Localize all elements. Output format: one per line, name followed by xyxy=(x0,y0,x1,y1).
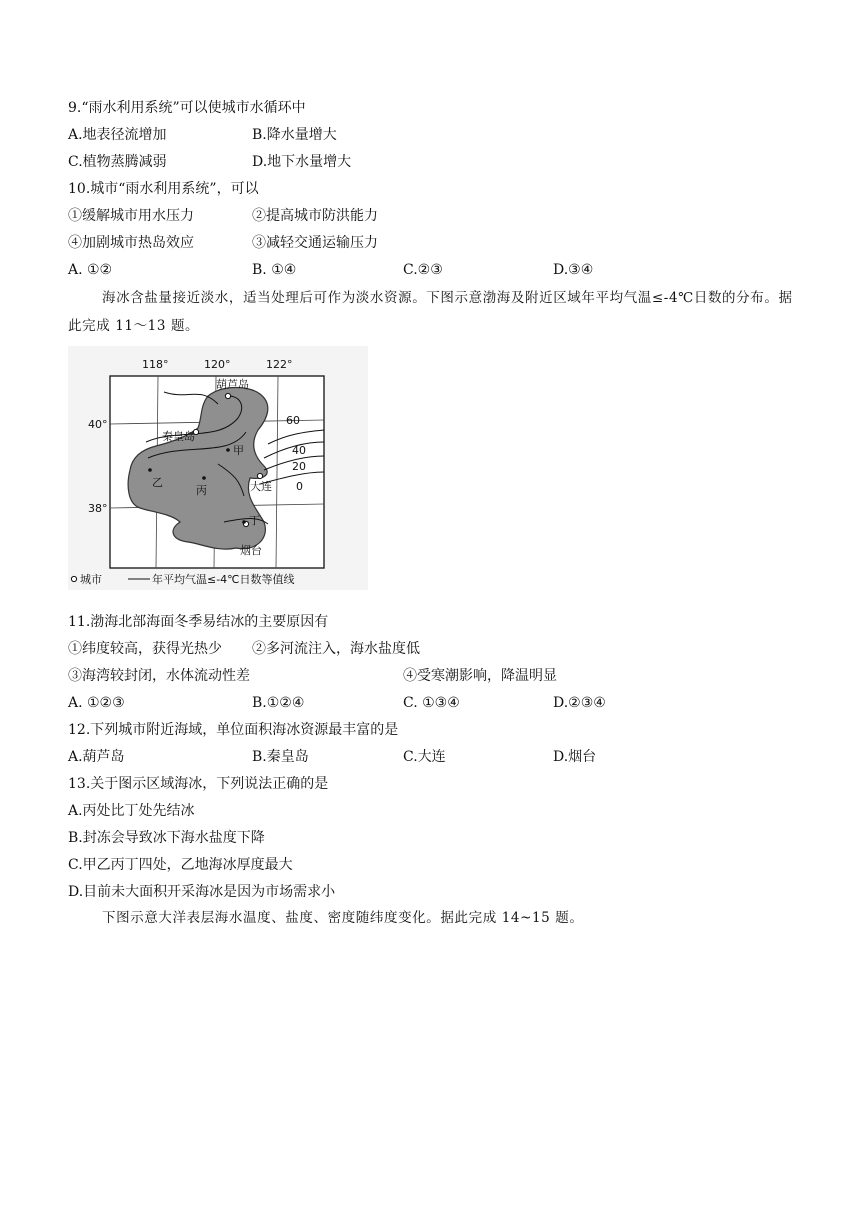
lon-label-120: 120° xyxy=(204,358,231,371)
q13-option-c: C.甲乙丙丁四处，乙地海冰厚度最大 xyxy=(68,857,293,873)
q9-option-b: B.降水量增大 xyxy=(252,127,337,143)
isoline-value-40: 40 xyxy=(292,444,306,457)
city-label-dalian: 大连 xyxy=(250,480,272,493)
lat-label-40: 40° xyxy=(88,418,108,431)
q11-option-d: D.②③④ xyxy=(553,695,606,711)
q9-option-a: A.地表径流增加 xyxy=(68,127,167,143)
city-marker-huludao xyxy=(225,393,230,398)
q11-statement-3: ③海湾较封闭，水体流动性差 xyxy=(68,668,250,684)
q11-statement-2: ②多河流注入，海水盐度低 xyxy=(252,641,420,657)
city-marker-dalian xyxy=(257,473,262,478)
q12-option-d: D.烟台 xyxy=(553,749,597,765)
q13-stem: 13.关于图示区域海冰，下列说法正确的是 xyxy=(68,776,329,792)
isoline-value-60: 60 xyxy=(286,414,300,427)
q9-stem: 9.“雨水利用系统”可以使城市水循环中 xyxy=(68,100,306,116)
intro-paragraph-11-13: 海冰含盐量接近淡水，适当处理后可作为淡水资源。下图示意渤海及附近区域年平均气温≤-4℃日数的分布。据此完成 11～13 题。 xyxy=(68,290,793,334)
q12-option-a: A.葫芦岛 xyxy=(68,749,125,765)
q13-option-b: B.封冻会导致冰下海水盐度下降 xyxy=(68,830,265,846)
point-marker-yi xyxy=(148,468,152,472)
q13-option-d: D.目前未大面积开采海冰是因为市场需求小 xyxy=(68,884,336,900)
isoline-value-20: 20 xyxy=(292,460,306,473)
point-label-bing: 丙 xyxy=(196,484,207,497)
q11-option-c: C. ①③④ xyxy=(403,695,460,711)
legend-isoline-label: 年平均气温≤-4℃日数等值线 xyxy=(152,573,295,586)
city-label-qinhuangdao: 秦皇岛 xyxy=(162,430,195,443)
q10-statement-4: ④加剧城市热岛效应 xyxy=(68,235,194,251)
point-label-yi: 乙 xyxy=(152,476,163,489)
q13-option-a: A.丙处比丁处先结冰 xyxy=(68,803,195,819)
q10-statement-3: ③减轻交通运输压力 xyxy=(252,235,378,251)
q10-statement-1: ①缓解城市用水压力 xyxy=(68,208,194,224)
q10-stem: 10.城市“雨水利用系统”，可以 xyxy=(68,181,259,197)
legend-city-label: 城市 xyxy=(80,573,102,586)
city-label-yantai: 烟台 xyxy=(240,544,262,557)
point-marker-bing xyxy=(202,476,206,480)
point-marker-jia xyxy=(226,448,230,452)
q11-option-b: B.①②④ xyxy=(252,695,305,711)
q12-option-b: B.秦皇岛 xyxy=(252,749,309,765)
q10-option-b: B. ①④ xyxy=(252,262,297,278)
q10-statement-2: ②提高城市防洪能力 xyxy=(252,208,378,224)
lon-label-122: 122° xyxy=(266,358,293,371)
q9-option-c: C.植物蒸腾减弱 xyxy=(68,154,167,170)
point-label-jia: 甲 xyxy=(233,444,244,457)
q12-option-c: C.大连 xyxy=(403,749,446,765)
q10-option-c: C.②③ xyxy=(403,262,443,278)
bohai-map-figure xyxy=(68,346,368,590)
q11-option-a: A. ①②③ xyxy=(68,695,125,711)
lat-label-38: 38° xyxy=(88,502,108,515)
q10-option-a: A. ①② xyxy=(68,262,113,278)
q11-statement-4: ④受寒潮影响，降温明显 xyxy=(403,668,557,684)
q10-option-d: D.③④ xyxy=(553,262,594,278)
q11-statement-1: ①纬度较高，获得光热少 xyxy=(68,641,222,657)
lon-label-118: 118° xyxy=(142,358,169,371)
q9-option-d: D.地下水量增大 xyxy=(252,154,352,170)
point-label-ding: 丁 xyxy=(249,514,260,527)
point-marker-ding xyxy=(242,520,246,524)
intro-paragraph-14-15: 下图示意大洋表层海水温度、盐度、密度随纬度变化。据此完成 14~15 题。 xyxy=(102,910,584,926)
q11-stem: 11.渤海北部海面冬季易结冰的主要原因有 xyxy=(68,614,329,630)
legend-city-symbol xyxy=(71,576,76,581)
city-label-huludao: 葫芦岛 xyxy=(216,378,249,391)
q12-stem: 12.下列城市附近海域，单位面积海冰资源最丰富的是 xyxy=(68,722,399,738)
isoline-value-0: 0 xyxy=(296,480,303,493)
